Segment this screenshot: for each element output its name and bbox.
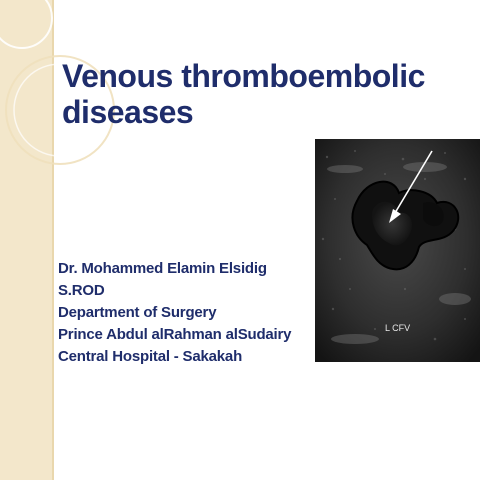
hospital-line-1: Prince Abdul alRahman alSudairy	[58, 326, 292, 343]
hospital-line-2: Central Hospital - Sakakah	[58, 348, 243, 365]
department: Department of Surgery	[58, 304, 217, 321]
presenter-info	[58, 258, 328, 368]
presenter-name: Dr. Mohammed Elamin Elsidig	[58, 260, 267, 277]
slide-title-line-1: Venous thromboembolic	[62, 58, 425, 94]
presenter-title: S.ROD	[58, 282, 105, 299]
image-label: L CFV	[385, 323, 411, 333]
ultrasound-graphic	[315, 139, 480, 362]
slide-title	[62, 58, 462, 130]
slide-title-line-2: diseases	[62, 94, 194, 130]
decorative-circles	[0, 0, 120, 260]
ultrasound-image	[315, 139, 480, 362]
